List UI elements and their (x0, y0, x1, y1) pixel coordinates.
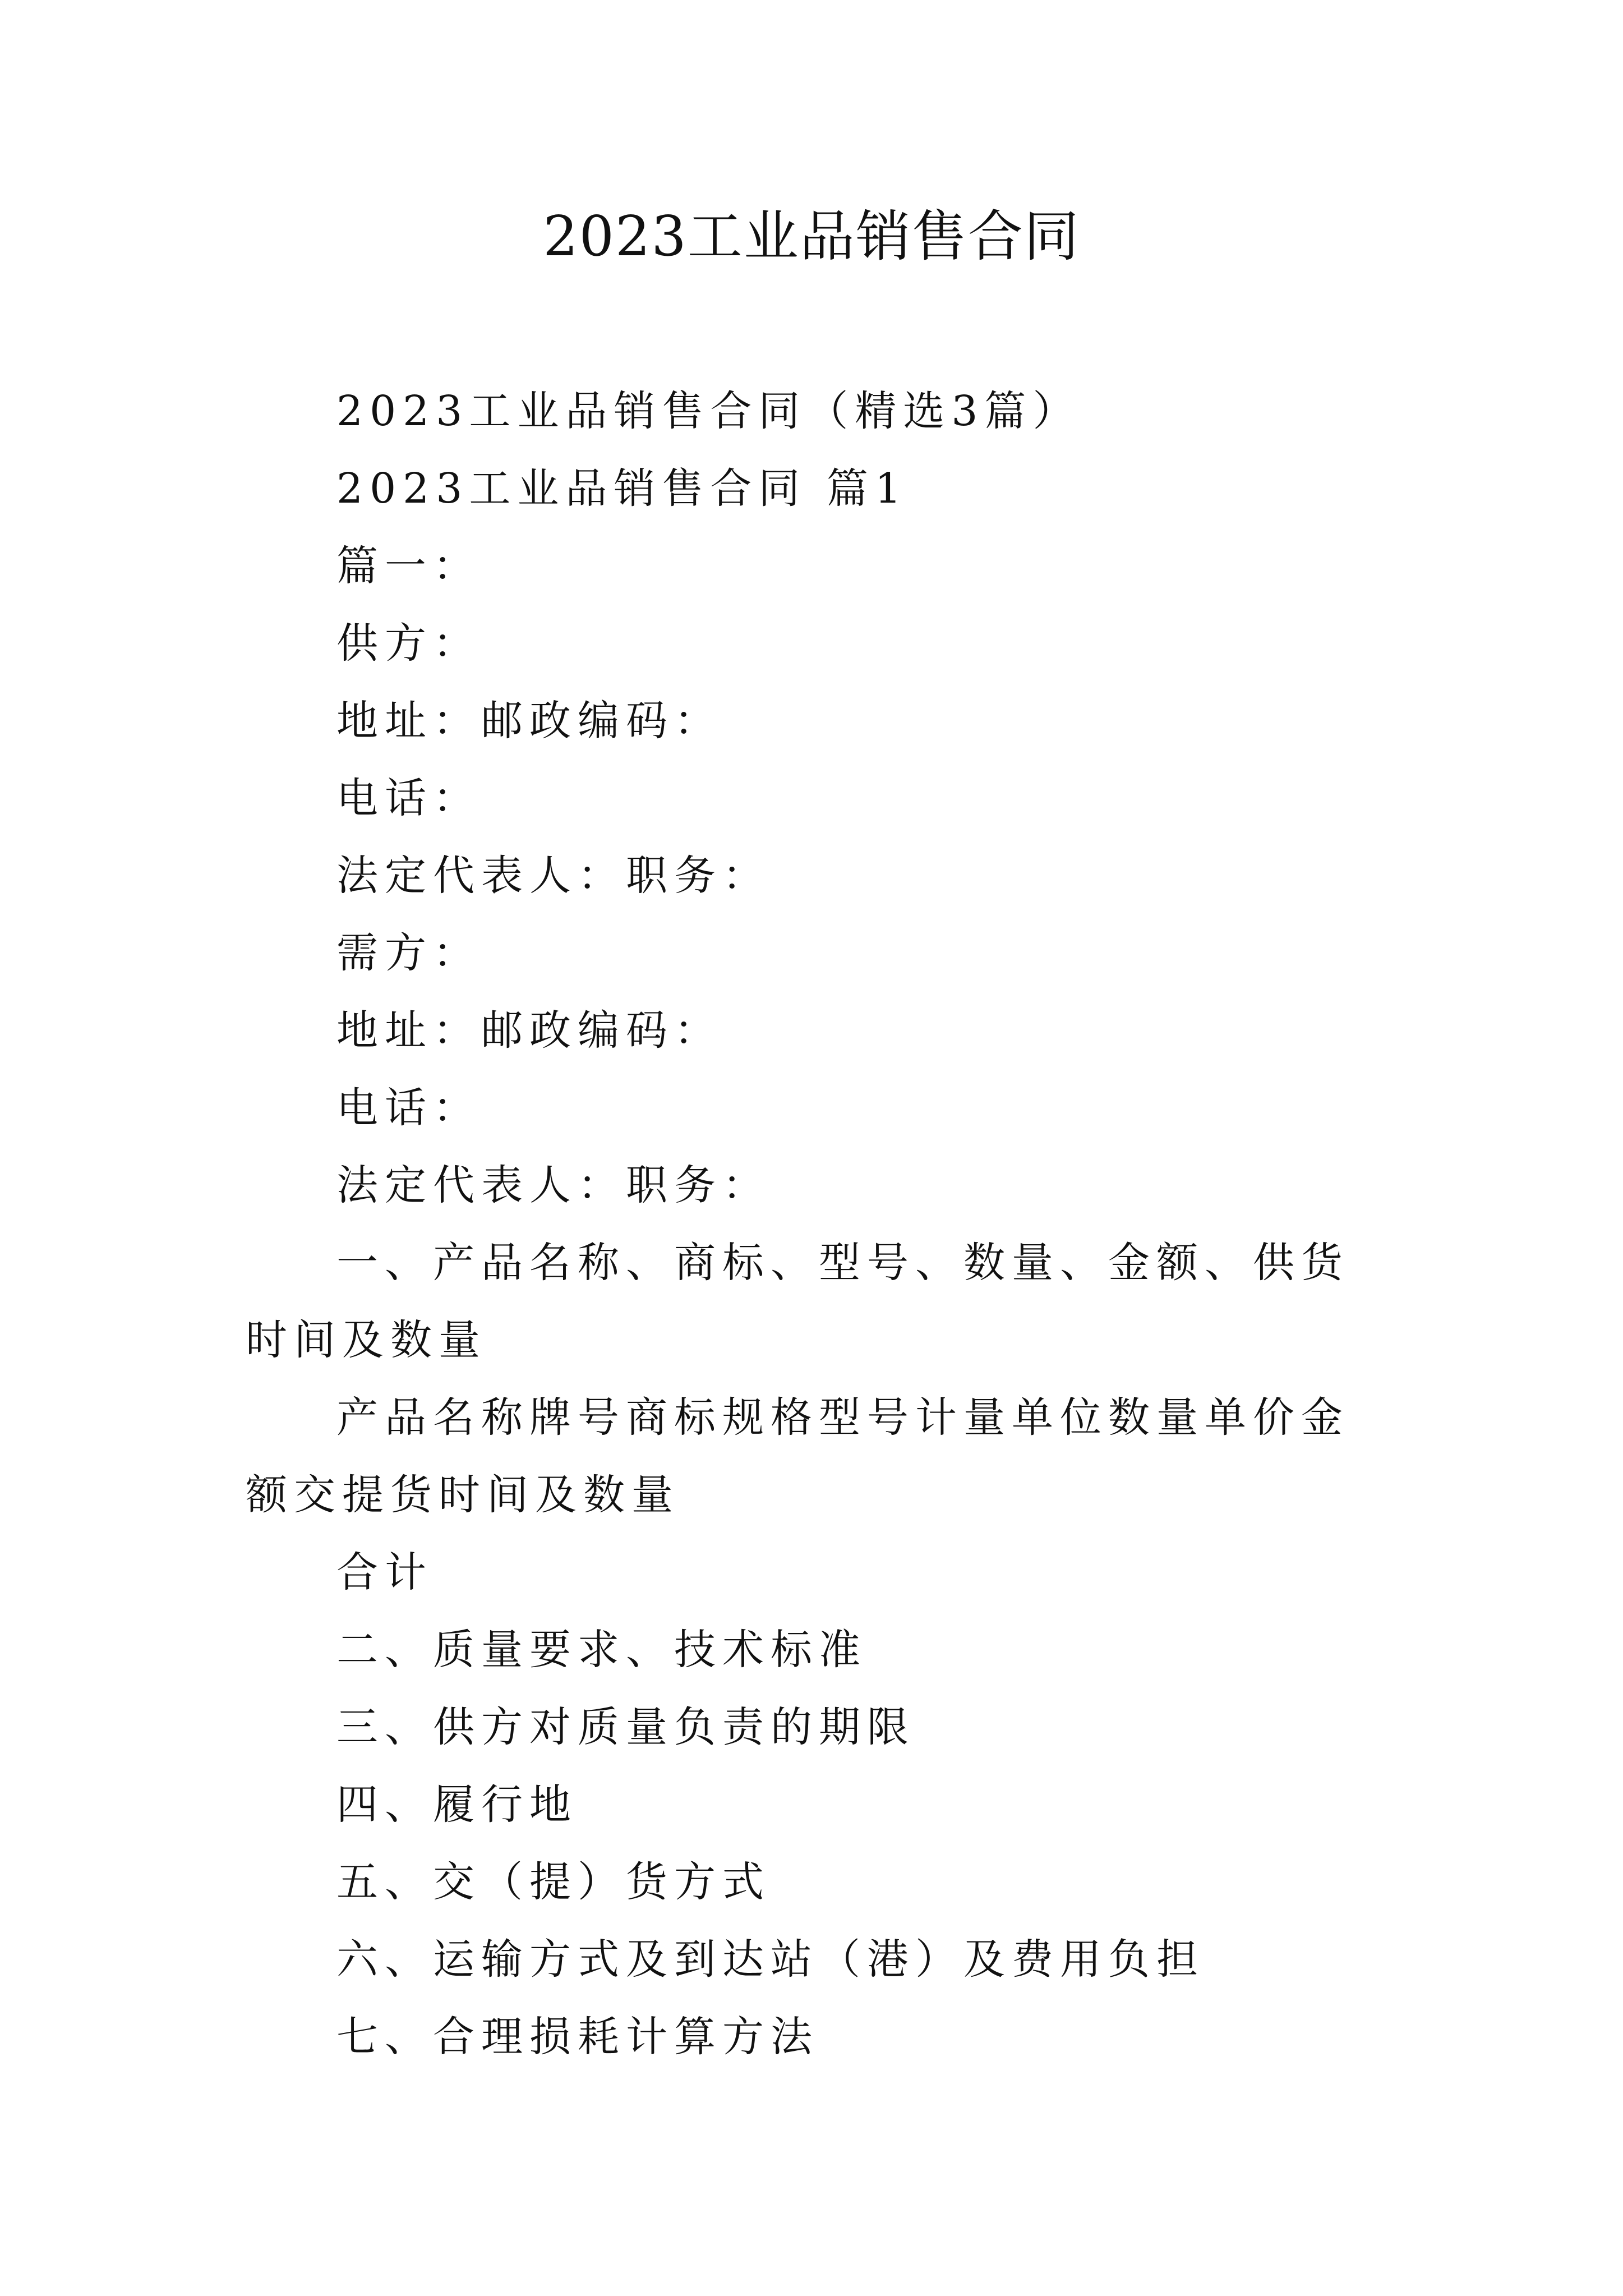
paragraph-part-heading: 2023工业品销售合同 篇1 (336, 464, 908, 513)
paragraph-clause-4: 四、履行地 (336, 1780, 578, 1829)
paragraph-clause-7: 七、合理损耗计算方法 (336, 2013, 819, 2061)
paragraph-clause-6: 六、运输方式及到达站（港）及费用负担 (336, 1935, 1205, 1984)
paragraph-buyer-representative: 法定代表人：职务： (336, 1161, 771, 1209)
paragraph-supplier: 供方： (336, 619, 481, 668)
paragraph-buyer: 需方： (336, 929, 481, 977)
document-body (246, 372, 1390, 2076)
paragraph-clause-1: 一、产品名称、商标、型号、数量、金额、供货时间及数量 (246, 1239, 1349, 1364)
paragraph-total: 合计 (336, 1548, 433, 1596)
paragraph-clause-3: 三、供方对质量负责的期限 (336, 1703, 915, 1751)
paragraph-subtitle: 2023工业品销售合同（精选3篇） (336, 387, 1081, 435)
paragraph-clause-5: 五、交（提）货方式 (336, 1858, 771, 1906)
paragraph-supplier-address: 地址：邮政编码： (336, 697, 722, 745)
paragraph-clause-2: 二、质量要求、技术标准 (336, 1626, 867, 1674)
paragraph-product-fields: 产品名称牌号商标规格型号计量单位数量单价金额交提货时间及数量 (246, 1393, 1349, 1519)
paragraph-supplier-representative: 法定代表人：职务： (336, 852, 771, 900)
document-title: 2023工业品销售合同 (543, 205, 1080, 269)
paragraph-supplier-phone: 电话： (336, 774, 481, 822)
paragraph-section-one: 篇一： (336, 542, 481, 590)
paragraph-buyer-address: 地址：邮政编码： (336, 1006, 722, 1055)
paragraph-buyer-phone: 电话： (336, 1084, 481, 1132)
